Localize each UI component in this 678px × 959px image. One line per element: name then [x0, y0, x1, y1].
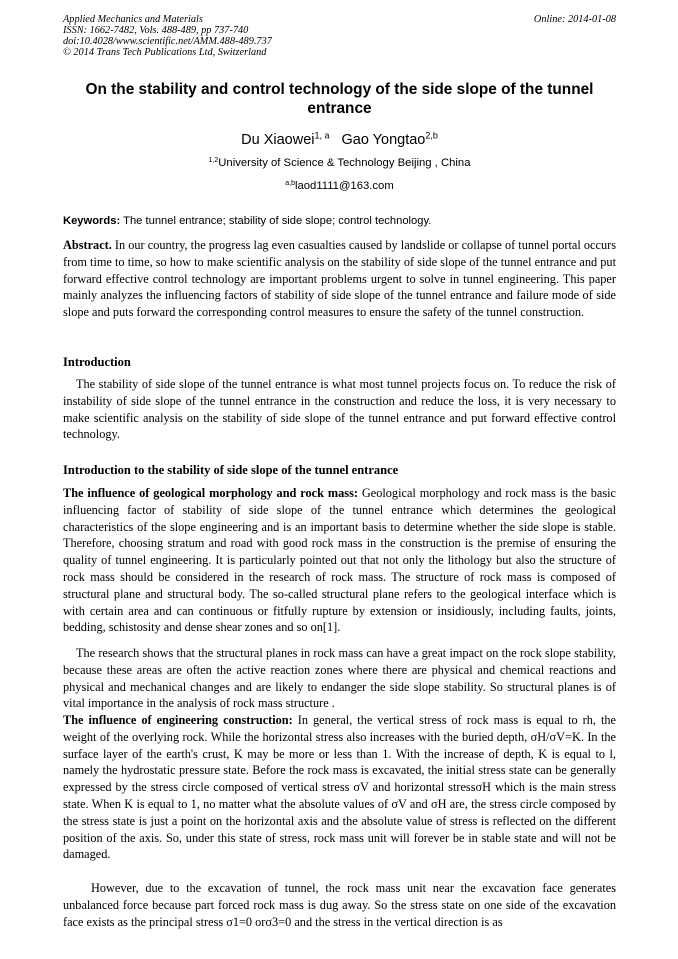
keywords [63, 214, 616, 228]
abstract-text: In our country, the progress lag even casualties caused by landslide or collapse of tunnel portal occurs from time to time, so how to make scientific analysis on the stability of side slope of the tunnel entrance and put forward effective control technology are important problems urgent to solve in tunnel engineering. This paper mainly analyzes the influencing factors of stability of side slope of the tunnel entrance and failure mode of side slope and puts forward the corresponding control measures to ensure the safety of the tunnel construction. [63, 238, 616, 320]
engineering-influence-text: In general, the vertical stress of rock mass is equal to rh, the weight of the overlying rock. While the horizontal stress also increases with the buried depth, σH/σV=K. In the surface layer of the earth's crust, K may be more or less than 1. With the increase of depth, K is equal to l, namely the hydrostatic pressure state. Before the rock mass is excavated, the initial stress state can be generally expressed by the stress circle composed of vertical stress σV and horizontal stressσH which is the main stress state. When K is equal to 1, no matter what the absolute values of σV and σH are, the stress circle composed by the stress state is just a point on the horizontal axis and the absolute value of stress is reflected on the different position of the axis. So, under this state of stress, rock mass unit will forever be in stable state and will not be damaged. [63, 713, 616, 862]
section-heading-stability: Introduction to the stability of side slope of the tunnel entrance [63, 463, 399, 477]
doi-line: doi:10.4028/www.scientific.net/AMM.488-489.737 [63, 36, 272, 47]
author-1: Du Xiaowei [241, 132, 315, 148]
abstract [63, 237, 616, 321]
author-line [63, 131, 616, 149]
affiliation [63, 156, 616, 170]
online-date: Online: 2014-01-08 [533, 14, 616, 25]
keywords-label: Keywords: [63, 215, 121, 227]
copyright-line: © 2014 Trans Tech Publications Ltd, Switzerland [63, 47, 267, 58]
introduction-paragraph: The stability of side slope of the tunnel entrance is what most tunnel projects focus on. To reduce the risk of instability of side slope of the tunnel entrance in the construction and reduce the loss, it is very necessary to make scientific analysis on the stability of side slope of the tunnel entrance and put forward effective control technology. [63, 377, 616, 442]
email-address[interactable]: laod1111@163.com [294, 180, 394, 192]
paragraph-excavation: However, due to the excavation of tunnel, the rock mass unit near the excavation face generates unbalanced force because part forced rock mass is dug away. So the stress state on one side of the excavation face exists as the principal stress σ1=0 orσ3=0 and the stress in the vertical direction is as [63, 881, 616, 929]
paragraph-engineering-influence [63, 712, 616, 863]
affiliation-sup: 1,2 [208, 156, 219, 164]
paragraph-geological-influence [63, 485, 616, 636]
introduction-heading: Introduction [63, 355, 131, 369]
paper-title: On the stability and control technology of the side slope of the tunnel entrance [85, 81, 594, 117]
author-1-sup: 1, a [314, 130, 330, 141]
journal-name: Applied Mechanics and Materials [63, 14, 203, 25]
author-2: Gao Yongtao [341, 132, 426, 148]
abstract-label: Abstract. [63, 238, 112, 252]
geological-influence-label: The influence of geological morphology and rock mass: [63, 486, 358, 500]
affiliation-text: University of Science & Technology Beijing , China [218, 157, 471, 169]
issn-line: ISSN: 1662-7482, Vols. 488-489, pp 737-740 [63, 25, 249, 36]
engineering-influence-label: The influence of engineering construction: [63, 713, 293, 727]
author-2-sup: 2,b [425, 130, 438, 141]
paragraph-structural-planes: The research shows that the structural planes in rock mass can have a great impact on the rock slope stability, because these areas are often the active reaction zones where there are physical and chemical reactions and physical and mechanical changes and are likely to endanger the side slope stability. So structural planes is of vital importance in the analysis of rock mass structure . [63, 646, 616, 711]
email [63, 179, 616, 193]
keywords-text: The tunnel entrance; stability of side slope; control technology. [120, 215, 432, 227]
journal-header [63, 14, 616, 58]
geological-influence-text: Geological morphology and rock mass is the basic influencing factor of stability of side slope of the tunnel entrance which determines the geological characteristics of the slope engineering and is an important basis to determine whether the side slope is stable. Therefore, choosing stratum and road with good rock mass in the construction is the premise of ensuring the quality of tunnel engineering. It is particularly pointed out that not only the lithology but also the structure of rock mass should be considered in the research of rock mass. The structure of rock mass is composed of structural plane and structural body. The so-called structural plane refers to the geological interface which is with certain area and can continuous or fitfully rupture by extension or insidiously, including faults, joints, bedding, schistosity and dense shear zones and so on[1]. [63, 486, 616, 635]
email-sup: a,b [285, 179, 295, 187]
